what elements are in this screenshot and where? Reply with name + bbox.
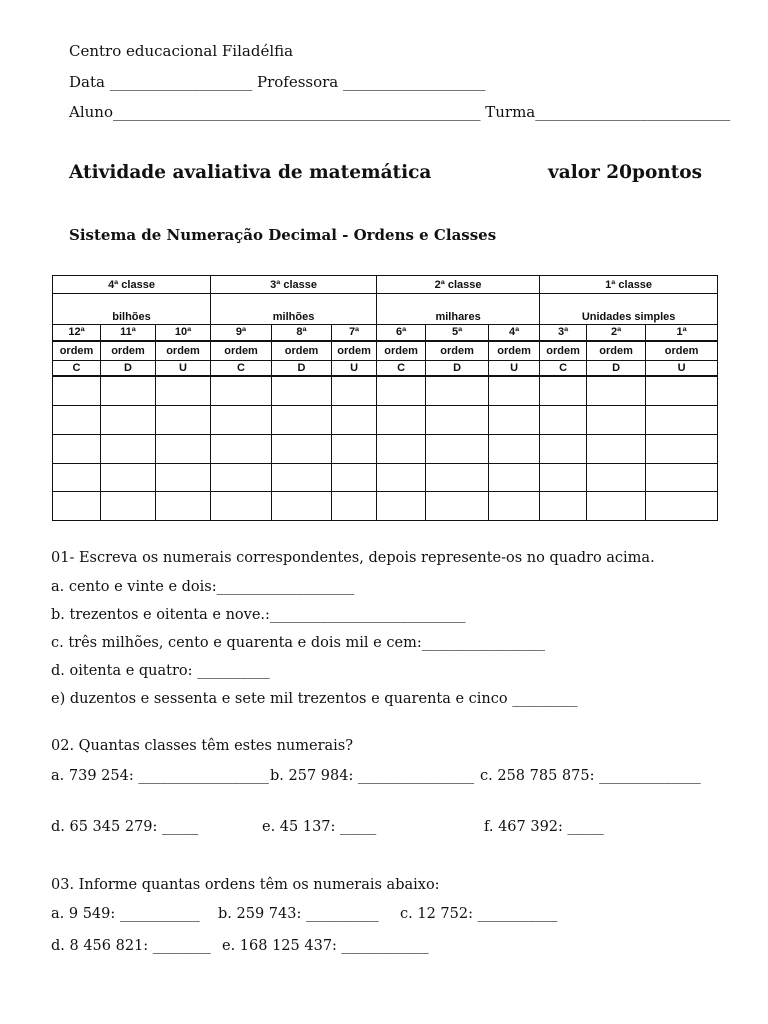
school-name: Centro educacional Filadélfia — [69, 42, 294, 60]
blank-cell[interactable] — [211, 463, 272, 492]
blank-cell[interactable] — [101, 492, 156, 521]
blank-cell[interactable] — [646, 434, 718, 463]
blank-cell[interactable] — [156, 434, 211, 463]
question-2-e[interactable]: e. 45 137: _____ — [262, 819, 377, 835]
question-1-c[interactable]: c. três milhões, cento e quarenta e dois mil e cem:_________________ — [51, 635, 545, 651]
order-number: 4ª — [489, 325, 540, 341]
blank-cell[interactable] — [587, 492, 646, 521]
class-name-billions: bilhões — [53, 294, 211, 325]
class-header-3: 3ª classe — [211, 276, 377, 294]
question-2-c[interactable]: c. 258 785 875: ______________ — [480, 768, 701, 784]
question-3-e[interactable]: e. 168 125 437: ____________ — [222, 938, 429, 954]
table-row — [53, 463, 718, 492]
order-word: ordem — [426, 341, 489, 361]
cdu-label: U — [332, 361, 377, 377]
blank-cell[interactable] — [272, 434, 332, 463]
order-word: ordem — [272, 341, 332, 361]
cdu-label: D — [101, 361, 156, 377]
blank-cell[interactable] — [332, 463, 377, 492]
question-3-d[interactable]: d. 8 456 821: ________ — [51, 938, 211, 954]
blank-cell[interactable] — [272, 492, 332, 521]
blank-cell[interactable] — [332, 376, 377, 405]
cdu-label: U — [646, 361, 718, 377]
order-word: ordem — [377, 341, 426, 361]
blank-cell[interactable] — [156, 406, 211, 435]
order-word: ordem — [53, 341, 101, 361]
order-number: 6ª — [377, 325, 426, 341]
blank-cell[interactable] — [101, 376, 156, 405]
class-header-2: 2ª classe — [377, 276, 540, 294]
cdu-label: C — [211, 361, 272, 377]
class-header-1: 1ª classe — [540, 276, 718, 294]
page-title: Atividade avaliativa de matemática — [69, 162, 432, 183]
cdu-label: C — [377, 361, 426, 377]
question-1-a[interactable]: a. cento e vinte e dois:___________________ — [51, 579, 355, 595]
order-word: ordem — [332, 341, 377, 361]
blank-cell[interactable] — [489, 492, 540, 521]
blank-cell[interactable] — [211, 406, 272, 435]
blank-cell[interactable] — [489, 406, 540, 435]
question-3-c[interactable]: c. 12 752: ___________ — [400, 906, 558, 922]
order-word: ordem — [587, 341, 646, 361]
blank-cell[interactable] — [540, 434, 587, 463]
date-teacher-line[interactable]: Data ___________________ Professora ___________________ — [69, 73, 486, 91]
order-word: ordem — [489, 341, 540, 361]
blank-cell[interactable] — [426, 406, 489, 435]
question-1-b[interactable]: b. trezentos e oitenta e nove.:___________________________ — [51, 607, 466, 623]
order-word: ordem — [156, 341, 211, 361]
blank-cell[interactable] — [426, 463, 489, 492]
question-1-e[interactable]: e) duzentos e sessenta e sete mil trezentos e quarenta e cinco _________ — [51, 691, 578, 707]
blank-cell[interactable] — [272, 406, 332, 435]
blank-cell[interactable] — [156, 463, 211, 492]
order-number: 9ª — [211, 325, 272, 341]
blank-cell[interactable] — [101, 434, 156, 463]
blank-cell[interactable] — [377, 492, 426, 521]
order-number: 10ª — [156, 325, 211, 341]
cdu-label: U — [489, 361, 540, 377]
blank-cell[interactable] — [587, 376, 646, 405]
table-row — [53, 376, 718, 405]
blank-cell[interactable] — [646, 376, 718, 405]
question-2-prompt: 02. Quantas classes têm estes numerais? — [51, 738, 354, 754]
question-3-prompt: 03. Informe quantas ordens têm os numerais abaixo: — [51, 877, 440, 893]
class-name-thousands: milhares — [377, 294, 540, 325]
blank-cell[interactable] — [587, 434, 646, 463]
order-number: 1ª — [646, 325, 718, 341]
blank-cell[interactable] — [646, 492, 718, 521]
question-2-a[interactable]: a. 739 254: __________________ — [51, 768, 269, 784]
order-number: 11ª — [101, 325, 156, 341]
table-row — [53, 492, 718, 521]
cdu-label: U — [156, 361, 211, 377]
blank-cell[interactable] — [156, 376, 211, 405]
cdu-label: C — [53, 361, 101, 377]
blank-cell[interactable] — [540, 406, 587, 435]
order-number: 5ª — [426, 325, 489, 341]
order-word: ordem — [540, 341, 587, 361]
question-3-a[interactable]: a. 9 549: ___________ — [51, 906, 200, 922]
blank-cell[interactable] — [53, 406, 101, 435]
question-2-d[interactable]: d. 65 345 279: _____ — [51, 819, 199, 835]
blank-cell[interactable] — [332, 406, 377, 435]
blank-cell[interactable] — [426, 492, 489, 521]
blank-cell[interactable] — [646, 463, 718, 492]
order-number: 8ª — [272, 325, 332, 341]
blank-cell[interactable] — [377, 434, 426, 463]
cdu-label: D — [272, 361, 332, 377]
blank-cell[interactable] — [377, 406, 426, 435]
blank-cell[interactable] — [272, 376, 332, 405]
order-number: 3ª — [540, 325, 587, 341]
blank-cell[interactable] — [426, 434, 489, 463]
order-number: 12ª — [53, 325, 101, 341]
points-value: valor 20pontos — [548, 162, 703, 183]
cdu-label: D — [587, 361, 646, 377]
question-1-prompt: 01- Escreva os numerais correspondentes, depois represente-os no quadro acima. — [51, 550, 655, 566]
blank-cell[interactable] — [540, 463, 587, 492]
table-row — [53, 434, 718, 463]
order-word: ordem — [101, 341, 156, 361]
section-subtitle: Sistema de Numeração Decimal - Ordens e Classes — [69, 226, 497, 244]
order-word: ordem — [211, 341, 272, 361]
blank-cell[interactable] — [587, 463, 646, 492]
blank-cell[interactable] — [101, 406, 156, 435]
blank-cell[interactable] — [53, 463, 101, 492]
blank-cell[interactable] — [489, 376, 540, 405]
blank-cell[interactable] — [272, 463, 332, 492]
blank-cell[interactable] — [332, 492, 377, 521]
blank-cell[interactable] — [377, 376, 426, 405]
blank-cell[interactable] — [646, 406, 718, 435]
blank-cell[interactable] — [211, 434, 272, 463]
blank-cell[interactable] — [101, 463, 156, 492]
question-2-b[interactable]: b. 257 984: ________________ — [270, 768, 474, 784]
blank-cell[interactable] — [489, 434, 540, 463]
blank-cell[interactable] — [587, 406, 646, 435]
blank-cell[interactable] — [156, 492, 211, 521]
blank-cell[interactable] — [53, 492, 101, 521]
blank-cell[interactable] — [426, 376, 489, 405]
order-number: 7ª — [332, 325, 377, 341]
blank-cell[interactable] — [53, 376, 101, 405]
blank-cell[interactable] — [211, 492, 272, 521]
class-name-units: Unidades simples — [540, 294, 718, 325]
blank-cell[interactable] — [377, 463, 426, 492]
blank-cell[interactable] — [540, 376, 587, 405]
question-2-f[interactable]: f. 467 392: _____ — [484, 819, 604, 835]
table-row — [53, 406, 718, 435]
orders-classes-table — [52, 275, 718, 521]
question-3-b[interactable]: b. 259 743: __________ — [218, 906, 379, 922]
blank-cell[interactable] — [211, 376, 272, 405]
class-name-millions: milhões — [211, 294, 377, 325]
order-word: ordem — [646, 341, 718, 361]
student-class-line[interactable]: Aluno_________________________________________________ Turma__________________________ — [69, 103, 731, 121]
blank-cell[interactable] — [540, 492, 587, 521]
order-number: 2ª — [587, 325, 646, 341]
cdu-label: C — [540, 361, 587, 377]
blank-cell[interactable] — [332, 434, 377, 463]
question-1-d[interactable]: d. oitenta e quatro: __________ — [51, 663, 270, 679]
blank-cell[interactable] — [53, 434, 101, 463]
cdu-label: D — [426, 361, 489, 377]
blank-cell[interactable] — [489, 463, 540, 492]
class-header-4: 4ª classe — [53, 276, 211, 294]
